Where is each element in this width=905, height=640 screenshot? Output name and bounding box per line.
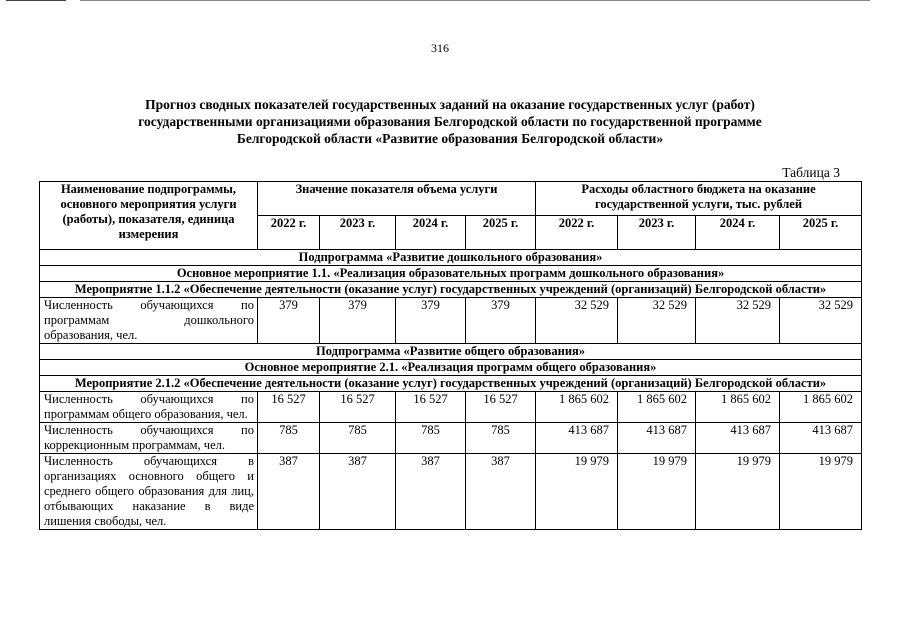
expense-value: 19 979 <box>696 454 780 530</box>
volume-value: 379 <box>258 298 320 344</box>
header-year: 2025 г. <box>466 216 536 250</box>
volume-value: 16 527 <box>396 392 466 423</box>
header-year: 2024 г. <box>696 216 780 250</box>
page-number: 316 <box>431 41 449 55</box>
volume-value: 379 <box>320 298 396 344</box>
volume-value: 16 527 <box>258 392 320 423</box>
expense-value: 19 979 <box>618 454 696 530</box>
table-row <box>40 298 862 344</box>
expense-value: 1 865 602 <box>618 392 696 423</box>
expense-value: 19 979 <box>536 454 618 530</box>
volume-value: 387 <box>466 454 536 530</box>
volume-value: 387 <box>396 454 466 530</box>
header-year: 2024 г. <box>396 216 466 250</box>
volume-value: 785 <box>396 423 466 454</box>
header-expense-group: Расходы областного бюджета на оказание государственной услуги, тыс. рублей <box>536 182 862 216</box>
document-title <box>60 96 840 147</box>
header-name-column: Наименование подпрограммы, основного мероприятия услуги (работы), показателя, единица измерения <box>40 182 258 250</box>
expense-value: 1 865 602 <box>536 392 618 423</box>
expense-value: 413 687 <box>696 423 780 454</box>
volume-value: 785 <box>466 423 536 454</box>
table-row <box>40 392 862 423</box>
table-row <box>40 454 862 530</box>
expense-value: 32 529 <box>618 298 696 344</box>
volume-value: 16 527 <box>320 392 396 423</box>
volume-value: 16 527 <box>466 392 536 423</box>
expense-value: 19 979 <box>780 454 862 530</box>
expense-value: 413 687 <box>780 423 862 454</box>
expense-value: 32 529 <box>536 298 618 344</box>
main-measure-row: Основное мероприятие 1.1. «Реализация образовательных программ дошкольного образования» <box>40 266 862 282</box>
scan-edge-line <box>6 0 66 1</box>
measure-row: Мероприятие 2.1.2 «Обеспечение деятельности (оказание услуг) государственных учреждений (организаций) Белгородской области» <box>40 376 862 392</box>
title-line: Прогноз сводных показателей государственных заданий на оказание государственных услуг (работ) <box>145 97 755 112</box>
indicator-name: Численность обучающихся по коррекционным программам, чел. <box>40 423 258 454</box>
header-year: 2023 г. <box>320 216 396 250</box>
header-volume-group: Значение показателя объема услуги <box>258 182 536 216</box>
measure-row: Мероприятие 1.1.2 «Обеспечение деятельности (оказание услуг) государственных учреждений (организаций) Белгородской области» <box>40 282 862 298</box>
scan-edge-line <box>80 0 870 1</box>
indicator-name: Численность обучающихся по программам дошкольного образования, чел. <box>40 298 258 344</box>
volume-value: 387 <box>258 454 320 530</box>
subprogram-row: Подпрограмма «Развитие общего образования» <box>40 344 862 360</box>
volume-value: 387 <box>320 454 396 530</box>
header-year: 2022 г. <box>536 216 618 250</box>
header-year: 2023 г. <box>618 216 696 250</box>
expense-value: 32 529 <box>780 298 862 344</box>
indicator-name: Численность обучающихся в организациях основного общего и среднего общего образования для лиц, отбывающих наказание в виде лишения свободы, чел. <box>40 454 258 530</box>
volume-value: 785 <box>320 423 396 454</box>
table-row <box>40 423 862 454</box>
title-line: государственными организациями образования Белгородской области по государственной программе <box>138 114 762 129</box>
title-line: Белгородской области «Развитие образования Белгородской области» <box>236 131 664 146</box>
header-year: 2025 г. <box>780 216 862 250</box>
subprogram-row: Подпрограмма «Развитие дошкольного образования» <box>40 250 862 266</box>
table-number: Таблица 3 <box>782 165 840 180</box>
expense-value: 413 687 <box>618 423 696 454</box>
indicator-name: Численность обучающихся по программам общего образования, чел. <box>40 392 258 423</box>
volume-value: 379 <box>466 298 536 344</box>
volume-value: 379 <box>396 298 466 344</box>
forecast-table <box>39 181 862 530</box>
main-measure-row: Основное мероприятие 2.1. «Реализация программ общего образования» <box>40 360 862 376</box>
expense-value: 1 865 602 <box>780 392 862 423</box>
volume-value: 785 <box>258 423 320 454</box>
header-year: 2022 г. <box>258 216 320 250</box>
expense-value: 32 529 <box>696 298 780 344</box>
expense-value: 1 865 602 <box>696 392 780 423</box>
expense-value: 413 687 <box>536 423 618 454</box>
